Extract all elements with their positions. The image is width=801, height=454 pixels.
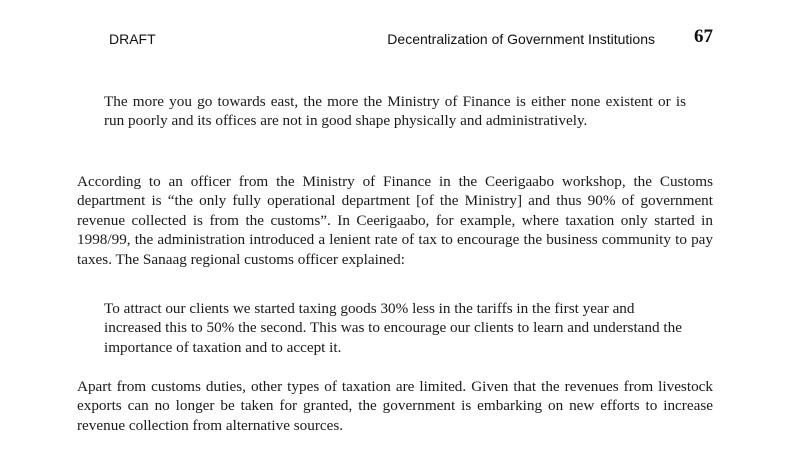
block-quote-2: To attract our clients we started taxing goods 30% less in the tariffs in the first year and increased this to 50% the second. This was to encourage our clients to learn and understand the importance of taxation and to accept it. [104, 300, 682, 356]
page-number: 67 [694, 26, 713, 47]
body-paragraph-1: According to an officer from the Ministry of Finance in the Ceerigaabo workshop, the Customs department is “the only fully operational department [of the Ministry] and thus 90% of government revenue collected is from the customs”. In Ceerigaabo, for example, where taxation only started in 1998/99, the administration introduced a lenient rate of tax to encourage the business community to pay taxes. The Sanaag regional customs officer explained: [77, 173, 713, 268]
running-title: Decentralization of Government Institutions [387, 31, 655, 47]
page-header [0, 24, 801, 54]
body-paragraph-2: Apart from customs duties, other types of taxation are limited. Given that the revenues from livestock exports can no longer be taken for granted, the government is embarking on new efforts to increase revenue collection from alternative sources. [77, 378, 713, 434]
draft-label: DRAFT [109, 31, 156, 47]
block-quote-1: The more you go towards east, the more the Ministry of Finance is either none existent or is run poorly and its offices are not in good shape physically and administratively. [104, 93, 686, 130]
